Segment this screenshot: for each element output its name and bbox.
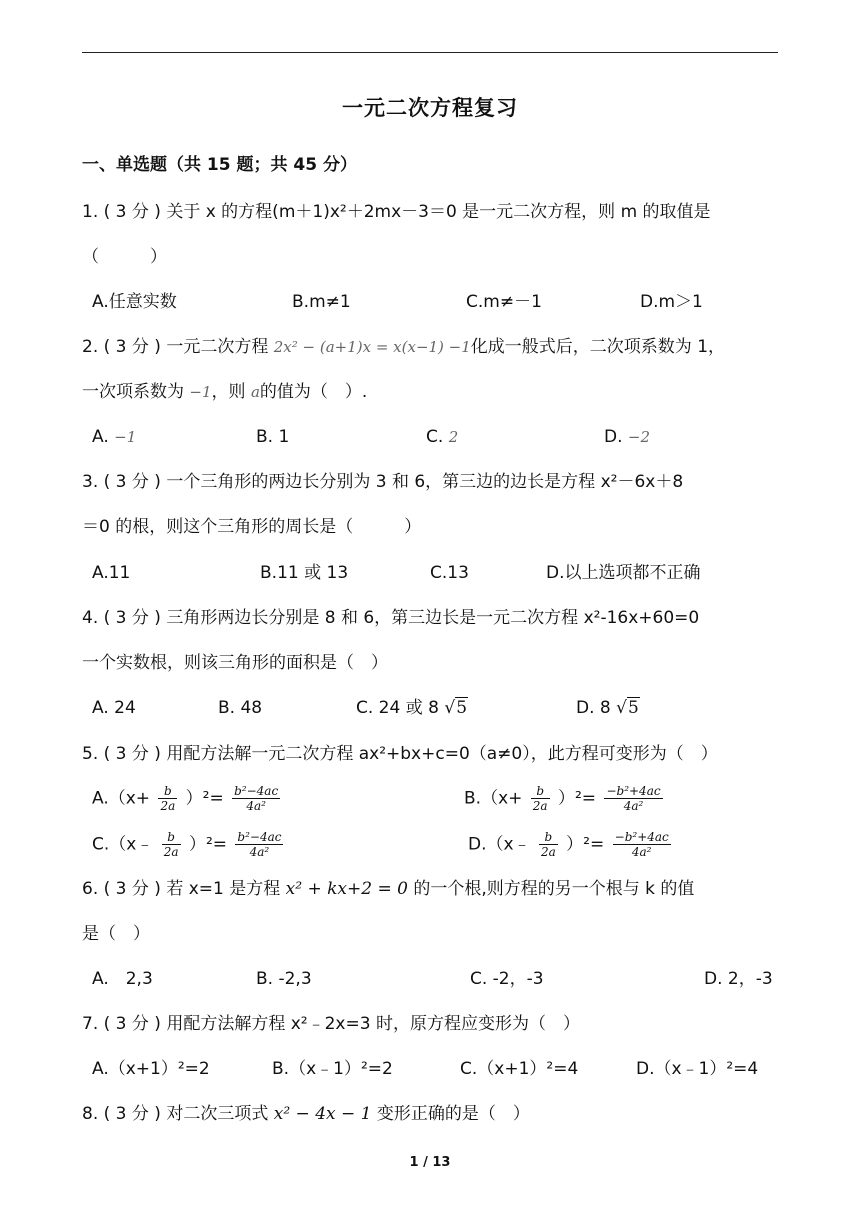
q2-lead: 2. ( 3 分 ) 一元二次方程 xyxy=(82,337,269,357)
frac-num: b xyxy=(158,784,177,799)
q8-lead: 8. ( 3 分 ) 对二次三项式 xyxy=(82,1104,269,1124)
q3-stem-cont: ＝0 的根，则这个三角形的周长是（ ） xyxy=(82,517,422,537)
q2-equation: 2x² − (a+1)x = x(x−1) −1 xyxy=(273,338,471,356)
q2-option-c xyxy=(426,425,458,449)
q5-option-c-label: C.（x﹣ xyxy=(92,834,154,855)
q6-lead: 6. ( 3 分 ) 若 x=1 是方程 xyxy=(82,879,281,899)
q6-option-b: B. -2,3 xyxy=(256,969,312,989)
frac-den: 4a² xyxy=(631,845,652,859)
q7-option-d: D.（x﹣1）²=4 xyxy=(636,1059,759,1079)
q7-option-a: A.（x+1）²=2 xyxy=(92,1059,210,1079)
fraction-rhs xyxy=(235,830,283,859)
q6-equation: x² + kx+2 = 0 xyxy=(285,879,408,899)
frac-num: b xyxy=(162,830,181,845)
q5-option-a-close: ）²= xyxy=(185,788,224,809)
q7-option-b: B.（x﹣1）²=2 xyxy=(272,1059,393,1079)
q2-option-b: B. 1 xyxy=(256,427,290,447)
frac-num: −b²+4ac xyxy=(614,830,669,844)
q3-option-a: A.11 xyxy=(92,563,131,583)
fraction-rhs xyxy=(613,830,671,859)
sqrt-symbol: √5 xyxy=(444,698,468,718)
frac-den: 4a² xyxy=(249,845,270,859)
q5-option-d xyxy=(468,830,674,859)
q2-option-c-label: C. xyxy=(426,427,444,447)
q6-stem-cont: 是（ ） xyxy=(82,924,150,944)
q1-stem-cont: （ ） xyxy=(82,247,167,267)
q4-stem: 4. ( 3 分 ) 三角形两边长分别是 8 和 6，第三边长是一元二次方程 x²-16x+60=0 xyxy=(82,608,700,628)
q6-option-a: A. 2,3 xyxy=(92,969,153,989)
q4-option-c-text: C. 24 或 8 xyxy=(356,698,439,718)
fraction-rhs xyxy=(604,784,662,813)
frac-den: 2a xyxy=(160,799,176,813)
frac-num: b²−4ac xyxy=(234,784,279,798)
page-title: 一元二次方程复习 xyxy=(342,96,518,120)
fraction-b-over-2a xyxy=(531,784,550,813)
frac-den: 2a xyxy=(163,845,179,859)
q1-option-b: B.m≠1 xyxy=(292,292,351,312)
q8-equation: x² − 4x − 1 xyxy=(273,1104,372,1124)
q4-option-a: A. 24 xyxy=(92,698,136,718)
q2-option-c-value: 2 xyxy=(448,428,459,446)
frac-den: 2a xyxy=(540,845,556,859)
q2-tail: 化成一般式后，二次项系数为 1， xyxy=(470,337,726,357)
q5-option-c-close: ）²= xyxy=(188,834,228,855)
q1-option-c: C.m≠－1 xyxy=(466,292,542,312)
q7-stem: 7. ( 3 分 ) 用配方法解方程 x²﹣2x=3 时，原方程应变形为（ ） xyxy=(82,1014,580,1034)
q5-option-b xyxy=(464,784,666,813)
q2-line2-b: ，则 xyxy=(211,382,246,402)
page-number: 1 / 13 xyxy=(409,1155,451,1170)
frac-num: b²−4ac xyxy=(237,830,282,844)
header-rule xyxy=(82,52,778,53)
q4-option-d-radicand: 5 xyxy=(627,698,639,718)
q2-option-d xyxy=(604,425,650,449)
sqrt-symbol: √5 xyxy=(616,698,639,718)
q1-option-d: D.m＞1 xyxy=(640,292,703,312)
frac-num: b xyxy=(531,784,550,799)
q2-option-d-label: D. xyxy=(604,427,623,447)
q8-tail: 变形正确的是（ ） xyxy=(376,1104,530,1124)
frac-den: 4a² xyxy=(246,799,266,813)
frac-num: −b²+4ac xyxy=(606,784,661,798)
q5-option-a xyxy=(92,784,283,813)
frac-num: b xyxy=(539,830,558,845)
q4-option-d xyxy=(576,696,640,720)
fraction-b-over-2a xyxy=(539,830,558,859)
fraction-b-over-2a xyxy=(162,830,181,859)
q5-stem: 5. ( 3 分 ) 用配方法解一元二次方程 ax²+bx+c=0（a≠0），此方程可变形为（ ） xyxy=(82,744,718,764)
q3-option-d: D.以上选项都不正确 xyxy=(546,563,701,583)
frac-den: 2a xyxy=(532,799,548,813)
q5-option-d-label: D.（x﹣ xyxy=(468,834,531,855)
q4-stem-cont: 一个实数根，则该三角形的面积是（ ） xyxy=(82,653,388,673)
q6-option-d: D. 2，-3 xyxy=(704,969,773,989)
q2-option-a xyxy=(92,425,136,449)
q5-option-a-label: A.（x+ xyxy=(92,788,151,809)
q5-option-c xyxy=(92,830,286,859)
q2-option-a-label: A. xyxy=(92,427,109,447)
q6-tail: 的一个根,则方程的另一个根与 k 的值 xyxy=(413,879,695,899)
q2-var: a xyxy=(250,383,260,401)
fraction-b-over-2a xyxy=(158,784,177,813)
q5-option-d-close: ）²= xyxy=(566,834,605,855)
q2-option-a-value: −1 xyxy=(114,428,137,446)
q5-option-b-label: B.（x+ xyxy=(464,788,523,809)
q4-option-d-text: D. 8 xyxy=(576,698,611,718)
q3-option-c: C.13 xyxy=(430,563,469,583)
q2-line2-a: 一次项系数为 xyxy=(82,382,184,402)
q4-option-c xyxy=(356,696,468,720)
q2-option-d-value: −2 xyxy=(627,428,651,446)
q3-option-b: B.11 或 13 xyxy=(260,563,349,583)
q2-stem xyxy=(82,335,725,359)
q2-coef: −1 xyxy=(189,383,212,401)
fraction-rhs xyxy=(232,784,280,813)
q4-option-c-radicand: 5 xyxy=(456,698,468,718)
frac-den: 4a² xyxy=(623,799,644,813)
q1-option-a: A.任意实数 xyxy=(92,292,177,312)
q5-option-b-close: ）²= xyxy=(557,788,597,809)
section-heading: 一、单选题（共 15 题；共 45 分） xyxy=(82,155,357,175)
q6-option-c: C. -2，-3 xyxy=(470,969,544,989)
q7-option-c: C.（x+1）²=4 xyxy=(460,1059,579,1079)
q6-stem xyxy=(82,877,694,901)
q8-stem xyxy=(82,1102,530,1126)
q4-option-b: B. 48 xyxy=(218,698,263,718)
q3-stem: 3. ( 3 分 ) 一个三角形的两边长分别为 3 和 6，第三边的边长是方程 x²－6x＋8 xyxy=(82,472,684,492)
q2-line2-c: 的值为（ ）. xyxy=(259,382,368,402)
q2-stem-cont xyxy=(82,380,367,404)
q1-stem: 1. ( 3 分 ) 关于 x 的方程(m＋1)x²＋2mx－3＝0 是一元二次方程，则 m 的取值是 xyxy=(82,202,711,222)
